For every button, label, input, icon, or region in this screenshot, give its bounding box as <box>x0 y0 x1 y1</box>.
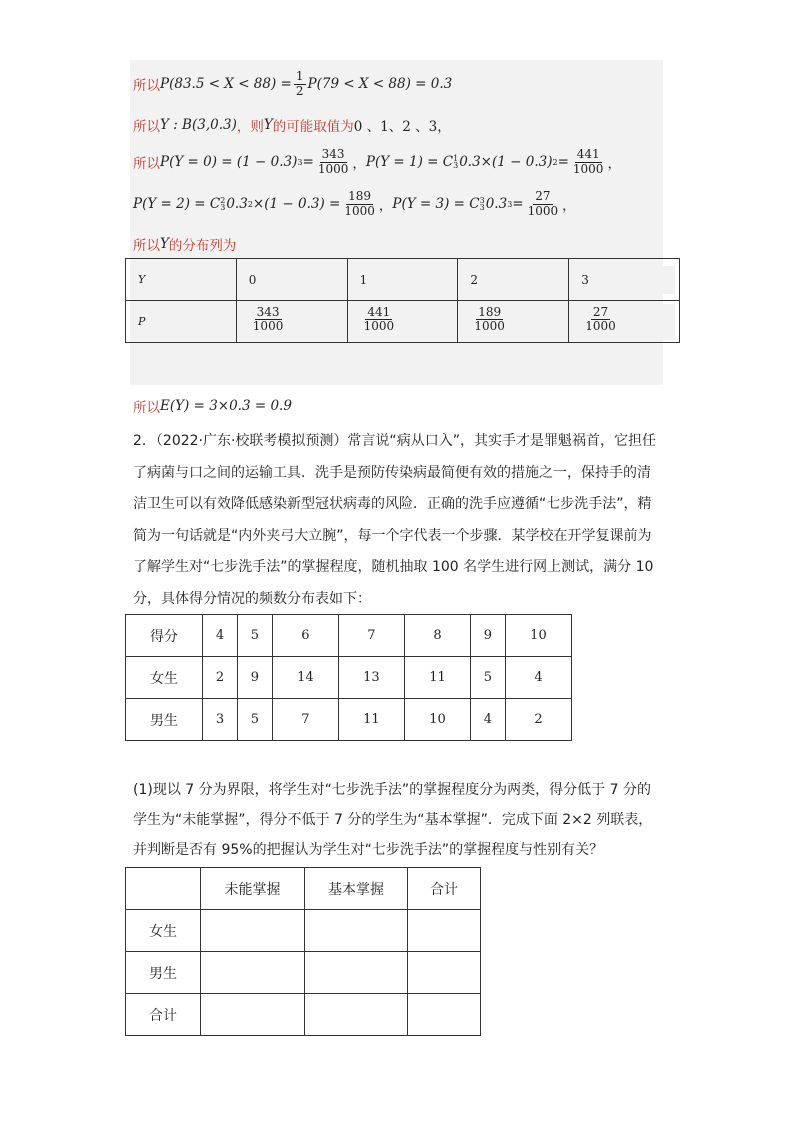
solution-line-4 <box>133 190 576 219</box>
table-row-header: 合计 <box>126 994 201 1036</box>
combination-indices <box>220 197 225 211</box>
fraction <box>583 306 618 335</box>
solution-line-1 <box>133 70 452 99</box>
math-expression: P(79 < X < 88) = 0.3 <box>307 76 453 93</box>
table-cell: 7 <box>272 699 338 741</box>
math-expression: P(Y = 3) = C <box>392 196 480 213</box>
table-header-p: P <box>134 308 232 336</box>
equals: = <box>557 154 569 171</box>
table-value: 3 <box>577 266 675 294</box>
combination-indices <box>453 155 458 169</box>
table-row <box>126 994 481 1036</box>
solution-line-2 <box>133 115 451 135</box>
fraction-numerator: 441 <box>367 304 391 319</box>
table-row-header: 男生 <box>126 952 201 994</box>
exponent: 3 <box>297 157 303 167</box>
fraction-denominator: 1000 <box>363 319 395 334</box>
math-variable: Y <box>160 236 169 252</box>
fraction <box>294 70 306 99</box>
comma: ， <box>562 198 576 215</box>
table-header-y: Y <box>134 266 232 294</box>
table-cell <box>305 952 408 994</box>
table-header-cell: 未能掌握 <box>201 868 305 910</box>
table-cell <box>201 952 305 994</box>
table-cell <box>408 952 481 994</box>
table-row <box>126 615 572 657</box>
table-value <box>245 304 343 340</box>
table-cell: 4 <box>505 657 571 699</box>
table-cell <box>569 301 680 343</box>
table-cell <box>569 259 680 301</box>
table-cell <box>236 301 347 343</box>
table-cell: 2 <box>505 699 571 741</box>
math-expression: 0.3 <box>485 196 508 213</box>
fraction-numerator: 441 <box>576 147 600 161</box>
table-cell: 5 <box>470 657 505 699</box>
distribution-table <box>125 258 680 343</box>
score-frequency-table <box>125 614 572 741</box>
table-row <box>126 868 481 910</box>
line-prefix: 所以 <box>133 238 160 254</box>
fraction <box>362 306 397 335</box>
fraction-denominator: 1000 <box>527 203 559 218</box>
math-expression: E(Y) = 3×0.3 = 0.9 <box>160 398 292 414</box>
table-header-cell: 基本掌握 <box>305 868 408 910</box>
fraction-numerator: 343 <box>321 147 345 161</box>
exponent: 3 <box>507 199 513 209</box>
fraction-denominator: 1000 <box>317 161 349 176</box>
table-row <box>126 259 680 301</box>
table-row <box>126 657 572 699</box>
table-cell: 5 <box>237 699 272 741</box>
fraction-numerator: 343 <box>256 304 280 319</box>
combination-indices <box>480 197 485 211</box>
math-expression: P(Y = 0) = (1 − 0.3) <box>160 154 298 171</box>
fraction <box>526 190 561 219</box>
table-cell: 11 <box>338 699 404 741</box>
table-value: 2 <box>466 266 564 294</box>
fraction <box>571 148 606 177</box>
expectation-line <box>133 396 292 416</box>
comb-sup: 1 <box>453 154 459 164</box>
table-cell: 14 <box>272 657 338 699</box>
table-cell: 3 <box>203 699 238 741</box>
math-expression: ×(1 − 0.3) = <box>252 196 341 213</box>
solution-line-5 <box>133 234 236 254</box>
table-cell <box>347 259 458 301</box>
table-row <box>126 952 481 994</box>
line-text: ，则 <box>236 119 264 135</box>
table-cell: 10 <box>404 699 470 741</box>
math-expression: P(83.5 < X < 88) = <box>160 76 292 93</box>
table-cell: 5 <box>237 615 272 657</box>
table-header-cell <box>126 868 201 910</box>
table-cell <box>201 910 305 952</box>
table-cell: 11 <box>404 657 470 699</box>
comb-sub: 3 <box>220 203 226 213</box>
fraction-numerator: 1 <box>295 69 304 83</box>
table-value <box>466 304 564 340</box>
table-row-header: 女生 <box>126 657 203 699</box>
line-values: 0 、1、2 、3， <box>353 119 451 135</box>
comb-sub: 3 <box>479 203 485 213</box>
comb-sup: 2 <box>220 196 226 206</box>
table-row-header: 女生 <box>126 910 201 952</box>
table-cell: 9 <box>470 615 505 657</box>
comma: ， <box>352 156 366 173</box>
table-cell <box>305 994 408 1036</box>
fraction-numerator: 27 <box>535 189 551 203</box>
table-cell <box>408 994 481 1036</box>
table-cell: 4 <box>203 615 238 657</box>
comb-sub: 3 <box>453 161 459 171</box>
contingency-table <box>125 867 481 1036</box>
math-expression: Y : B(3,0.3) <box>160 117 237 133</box>
table-value: 0 <box>245 266 343 294</box>
line-prefix: 所以 <box>133 78 160 95</box>
table-cell <box>236 259 347 301</box>
math-variable: Y <box>263 117 273 133</box>
table-header-cell: 合计 <box>408 868 481 910</box>
exponent: 2 <box>247 199 253 209</box>
exponent: 2 <box>552 157 558 167</box>
table-row <box>126 699 572 741</box>
line-text: 的分布列为 <box>168 238 237 254</box>
fraction <box>251 306 286 335</box>
fraction <box>472 306 507 335</box>
table-value <box>356 304 454 340</box>
line-prefix: 所以 <box>133 156 160 173</box>
table-cell <box>347 301 458 343</box>
fraction-numerator: 189 <box>348 189 372 203</box>
fraction-denominator: 1000 <box>585 319 616 334</box>
table-cell: 2 <box>203 657 238 699</box>
comma: ， <box>607 156 621 173</box>
fraction-denominator: 1000 <box>344 203 375 218</box>
table-cell: 13 <box>338 657 404 699</box>
table-row <box>126 910 481 952</box>
table-cell <box>126 301 237 343</box>
fraction-denominator: 2 <box>295 83 304 98</box>
table-row-header: 男生 <box>126 699 203 741</box>
table-cell: 6 <box>272 615 338 657</box>
line-prefix: 所以 <box>133 119 160 135</box>
table-cell: 9 <box>237 657 272 699</box>
fraction-numerator: 27 <box>592 304 609 319</box>
table-value <box>577 304 675 340</box>
math-expression: 0.3×(1 − 0.3) <box>459 154 553 171</box>
table-cell <box>408 910 481 952</box>
math-expression: P(Y = 1) = C <box>365 154 454 171</box>
table-cell <box>305 910 408 952</box>
table-row <box>126 301 680 343</box>
table-cell <box>458 301 569 343</box>
line-prefix: 所以 <box>133 400 160 416</box>
line-text: 的可能取值为 <box>272 119 354 135</box>
table-cell <box>458 259 569 301</box>
table-cell <box>126 259 237 301</box>
table-row-header: 得分 <box>126 615 203 657</box>
problem-2-text: 2．（2022·广东·校联考模拟预测）常言说“病从口入”，其实手才是罪魁祸首，它担任了病菌与口之间的运输工具．洗手是预防传染病最简便有效的措施之一，保持手的清洁卫生可以有效降低感染新型冠状病毒的风险．正确的洗手应遵循“七步洗手法”，精简为一句话就是“内外夹弓大立腕”，每一个字代表一个步骤．某学校在开学复课前为了解学生对“七步洗手法”的掌握程度，随机抽取 100 名学生进行网上测试，满分 10 分，具体得分情况的频数分布表如下： <box>133 433 656 607</box>
fraction-numerator: 189 <box>478 304 502 319</box>
table-cell: 4 <box>470 699 505 741</box>
table-cell: 7 <box>338 615 404 657</box>
comb-sup: 3 <box>479 196 485 206</box>
comma: ， <box>378 198 393 215</box>
table-value: 1 <box>356 266 454 294</box>
table-cell <box>201 994 305 1036</box>
table-cell: 10 <box>505 615 571 657</box>
fraction-denominator: 1000 <box>572 161 604 176</box>
equals: = <box>512 196 524 213</box>
fraction <box>316 148 351 177</box>
table-cell: 8 <box>404 615 470 657</box>
question-1-text: (1)现以 7 分为界限，将学生对“七步洗手法”的掌握程度分为两类，得分低于 7 分的学生为“未能掌握”，得分不低于 7 分的学生为“基本掌握”．完成下面 2×2 列联表，并判断是否有 95%的把握认为学生对“七步洗手法”的掌握程度与性别有关？ <box>133 782 653 858</box>
math-expression: 0.3 <box>226 196 248 213</box>
math-expression: P(Y = 2) = C <box>133 196 221 213</box>
fraction-denominator: 1000 <box>252 319 284 334</box>
fraction <box>342 190 377 219</box>
fraction-denominator: 1000 <box>474 319 505 334</box>
solution-line-3 <box>133 148 621 177</box>
equals: = <box>302 154 314 171</box>
